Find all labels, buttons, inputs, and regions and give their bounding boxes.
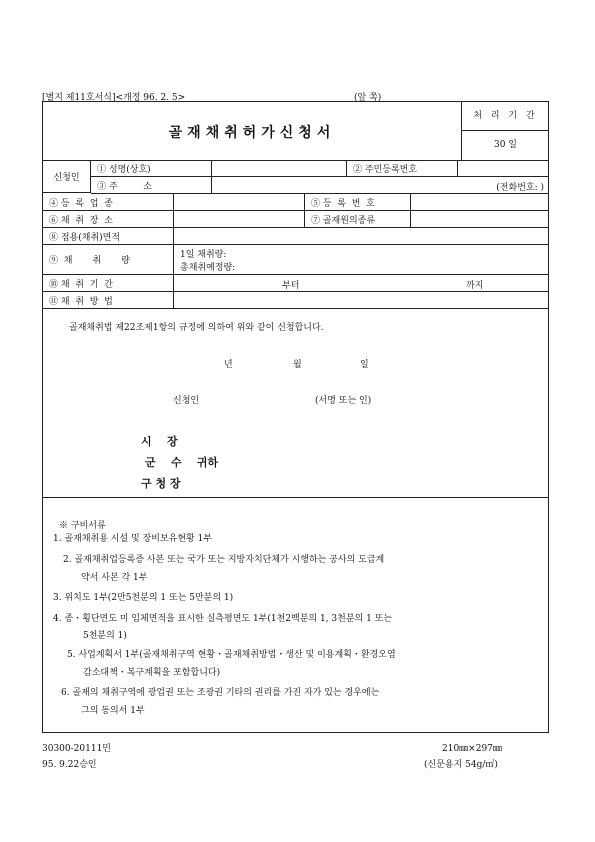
doc-item-4: 4. 종・횡단면도 미 임체면적을 표시한 실측평면도 1부(1천2백분의 1, 3천분의 1 또는	[53, 614, 393, 624]
name-input[interactable]	[211, 160, 346, 176]
daily-quantity-label: 1일 채취량:	[180, 250, 227, 260]
aggregate-type-input[interactable]	[410, 211, 548, 227]
addressee-county: 군 수 귀하	[145, 456, 219, 469]
row-name	[91, 160, 548, 177]
addressee-mayor: 시 장	[141, 435, 178, 448]
form-number: [별지 제11호서식]<개정 96. 2. 5>	[42, 93, 186, 103]
business-type-input[interactable]	[173, 194, 304, 210]
phone-label: (전화번호: )	[496, 183, 544, 193]
period-input[interactable]	[173, 275, 548, 291]
area-input[interactable]	[173, 228, 548, 244]
period-label: ⑩ 채 취 기 간	[49, 279, 113, 290]
business-type-label: ④ 등 록 업 종	[49, 198, 113, 209]
doc-item-5: 5. 사업계획서 1부(골재채취구역 현황・골재채취방법・생산 및 이용계획・환경오염	[67, 650, 396, 660]
footer-paper-type: (신문용지 54g/㎡)	[424, 760, 498, 770]
row-area	[43, 228, 548, 245]
date-day[interactable]: 일	[360, 360, 369, 370]
processing-period-label: 처 리 기 간	[462, 102, 549, 131]
declaration-text: 골재채취법 제22조제1항의 규정에 의하여 위와 같이 신청합니다.	[69, 323, 324, 333]
doc-item-2-cont: 약서 사본 각 1부	[81, 573, 148, 583]
required-documents-title: ※ 구비서류	[59, 521, 106, 531]
date-year[interactable]: 년	[224, 360, 233, 370]
row-site	[43, 211, 548, 228]
form-title: 골재채취허가신청서	[168, 125, 336, 141]
total-quantity-label: 총채취예정량:	[180, 263, 236, 273]
signature-label: 신청인	[173, 396, 200, 406]
addressee-district: 구 청 장	[141, 477, 181, 490]
processing-period-value: 30 일	[493, 140, 517, 150]
doc-item-6: 6. 골재의 채취구역에 광업권 또는 조광권 기타의 권리를 가진 자가 있는 경우에는	[61, 688, 380, 698]
quantity-label: ⑨ 채 취 량	[49, 256, 130, 266]
site-label: ⑥ 채 취 장 소	[49, 215, 113, 226]
title-row	[43, 102, 548, 161]
period-from: 부터	[282, 281, 300, 291]
method-label: ⑪ 채 취 방 법	[49, 296, 113, 307]
quantity-input[interactable]	[173, 245, 548, 274]
resident-no-label: ② 주민등록번호	[346, 160, 457, 176]
footer-paper-size: 210㎜×297㎜	[442, 744, 502, 754]
address-input[interactable]	[211, 177, 548, 193]
area-label: ⑧ 점용(채취)면적	[49, 232, 121, 243]
footer-form-code: 30300-20111민	[42, 744, 111, 754]
doc-item-4-cont: 5천분의 1)	[83, 631, 127, 641]
signature-field[interactable]: (서명 또는 인)	[315, 396, 372, 406]
doc-item-5-cont: 감소대책・복구계획을 포함합니다)	[83, 668, 221, 678]
row-quantity	[43, 245, 548, 275]
address-label: ③ 주 소	[97, 181, 152, 192]
page-side-label: (앞 쪽)	[354, 93, 382, 103]
site-input[interactable]	[173, 211, 304, 227]
aggregate-type-label: ⑦ 골재원의종류	[304, 211, 410, 227]
section-divider	[43, 497, 548, 498]
row-address	[91, 177, 548, 194]
row-business	[43, 194, 548, 211]
applicant-label: 신청인	[43, 160, 91, 193]
processing-period-box	[461, 102, 549, 160]
doc-item-1: 1. 골재채취용 시설 및 장비보유현황 1부	[53, 534, 213, 544]
footer-approval: 95. 9.22승인	[42, 760, 97, 770]
doc-item-2: 2. 골재채취업등록증 사본 또는 국가 또는 지방자치단체가 시행하는 공사의 도급계	[63, 555, 385, 565]
method-input[interactable]	[173, 292, 548, 308]
row-method	[43, 292, 548, 309]
doc-item-6-cont: 그의 동의서 1부	[81, 706, 145, 716]
row-period	[43, 275, 548, 292]
application-form	[42, 101, 549, 733]
doc-item-3: 3. 위치도 1부(2만5천분의 1 또는 5만분의 1)	[53, 593, 234, 603]
period-to: 까지	[466, 281, 484, 291]
name-label: ① 성명(상호)	[97, 164, 151, 175]
reg-no-input[interactable]	[410, 194, 548, 210]
resident-no-input[interactable]	[457, 160, 548, 176]
reg-no-label: ⑤ 등 록 번 호	[304, 194, 410, 210]
date-month[interactable]: 월	[293, 360, 302, 370]
